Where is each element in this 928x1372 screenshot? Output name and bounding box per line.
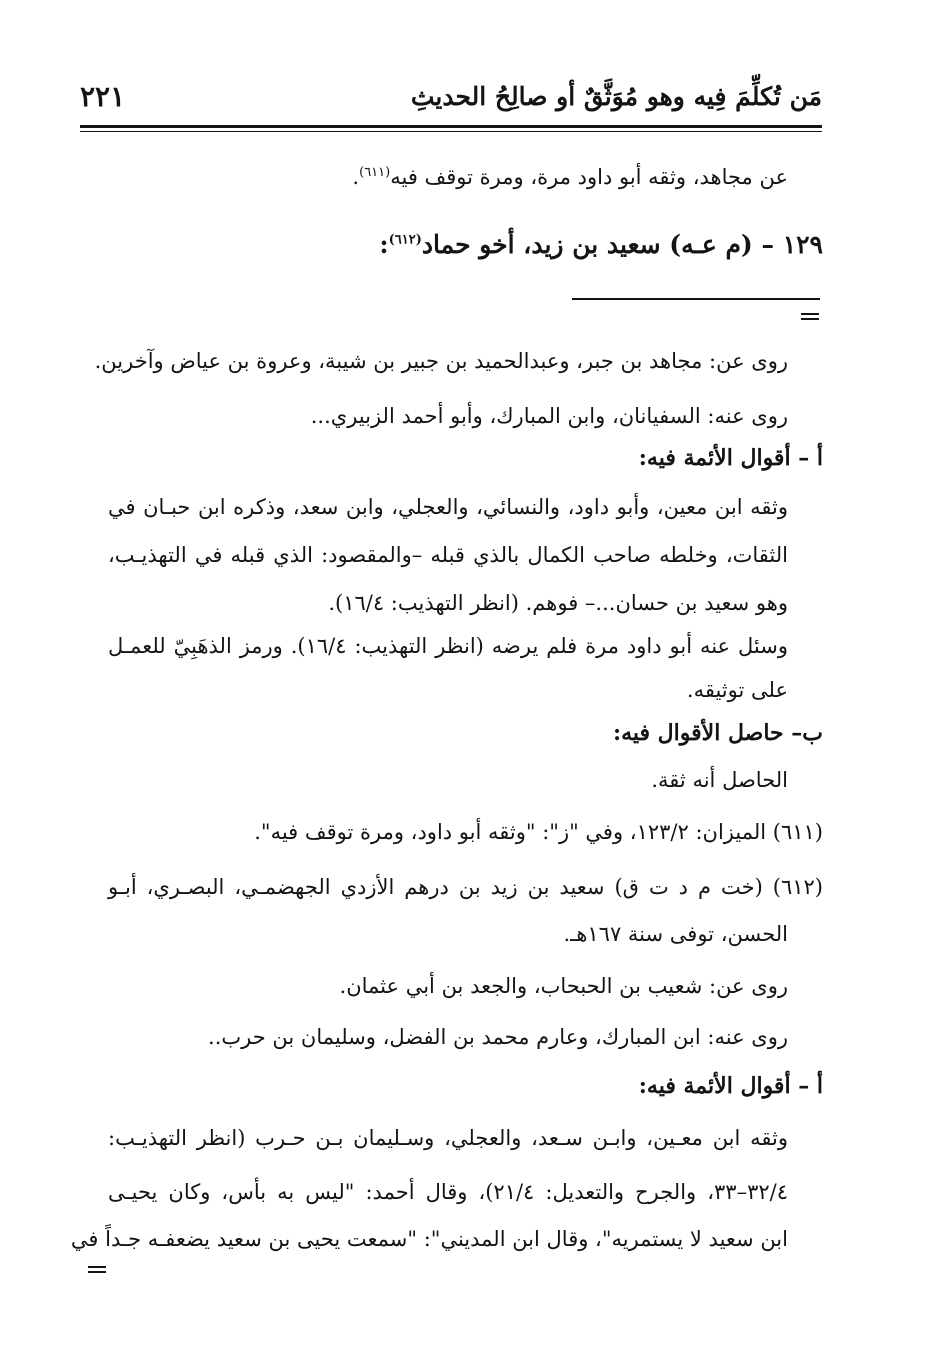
narrated-from: روى عن: مجاهد بن جبر، وعبدالحميد بن جبير بن شيبة، وعروة بن عياض وآخرين. xyxy=(94,349,788,373)
footnote-ref-611: (٦١١) xyxy=(359,165,391,180)
footnote-612-a-line-3: ابن سعيد لا يستمريه"، وقال ابن المديني": "سمعت يحيى بن سعيد يضعفـه جـداً في xyxy=(70,1227,788,1251)
section-a-line-4: وسئل عنه أبو داود مرة فلم يرضه (انظر التهذيب: ١٦/٤). ورمز الذهَبِيّ للعمـل xyxy=(108,634,788,658)
footnote-612-section-a-title: أ – أقوال الأئمة فيه: xyxy=(638,1073,823,1099)
entry-number: ١٢٩ – xyxy=(761,230,823,259)
entry-heading xyxy=(379,230,823,260)
section-a-title: أ – أقوال الأئمة فيه: xyxy=(638,445,823,471)
running-title: مَن تُكلِّمَ فِيه وهو مُوَثَّقٌ أو صالِحُ الحديثِ xyxy=(410,82,822,111)
section-b-title: ب– حاصل الأقوال فيه: xyxy=(612,720,823,746)
footnote-612-a-line-1: وثقه ابن معـين، وابـن سـعد، والعجلي، وسـليمان بـن حـرب (انظر التهذيـب: xyxy=(108,1126,788,1150)
section-a-line-5: على توثيقه. xyxy=(686,678,788,702)
page-number: ٢٢١ xyxy=(80,80,126,113)
header-rule-thin xyxy=(80,131,822,132)
footnote-ref-612: (٦١٢) xyxy=(388,232,422,248)
footnote-612-narrated-by: روى عنه: ابن المبارك، وعارم محمد بن الفضل، وسليمان بن حرب.. xyxy=(208,1025,788,1049)
footnote-611: (٦١١) الميزان: ١٢٣/٢، وفي "ز": "وثقه أبو داود، ومرة توقف فيه". xyxy=(254,820,823,844)
intro-line: عن مجاهد، وثقه أبو داود مرة، ومرة توقف فيه$^{(٦١١)}$. xyxy=(352,165,788,189)
footnote-612-line-2: الحسن، توفى سنة ١٦٧هـ. xyxy=(563,922,788,946)
page-header xyxy=(80,78,822,118)
header-rule-thick xyxy=(80,125,822,128)
section-a-line-1: وثقه ابن معين، وأبو داود، والنسائي، والعجلي، وابن سعد، وذكره ابن حبـان في xyxy=(108,495,788,519)
continuation-mark xyxy=(801,313,819,322)
section-a-line-3: وهو سعيد بن حسان...– فوهم. (انظر التهذيب: ١٦/٤). xyxy=(328,591,788,615)
footnote-612-narrated-from: روى عن: شعيب بن الحبحاب، والجعد بن أبي عثمان. xyxy=(339,974,788,998)
footnote-612-line-1: (٦١٢) (خت م د ت ق) سعيد بن زيد بن درهم الأزدي الجهضمـي، البصـري، أبـو xyxy=(108,875,823,899)
entry-title: (م عـه) سعيد بن زيد، أخو حماد xyxy=(421,230,753,259)
narrated-by: روى عنه: السفيانان، وابن المبارك، وأبو أحمد الزبيري... xyxy=(310,404,788,428)
section-separator xyxy=(572,298,820,300)
intro-text: عن مجاهد، وثقه أبو داود مرة، ومرة توقف فيه xyxy=(390,165,788,189)
section-a-line-2: الثقات، وخلطه صاحب الكمال بالذي قبله –والمقصود: الذي قبله في التهذيـب، xyxy=(108,543,788,567)
footnote-612-a-line-2: ٣٢/٤–٣٣، والجرح والتعديل: ٢١/٤)، وقال أحمد: "ليس به بأس، وكان يحيـى xyxy=(108,1180,788,1204)
footnote-continuation-mark xyxy=(88,1266,106,1275)
section-b-text: الحاصل أنه ثقة. xyxy=(651,768,788,792)
entry-colon: : xyxy=(379,230,389,259)
